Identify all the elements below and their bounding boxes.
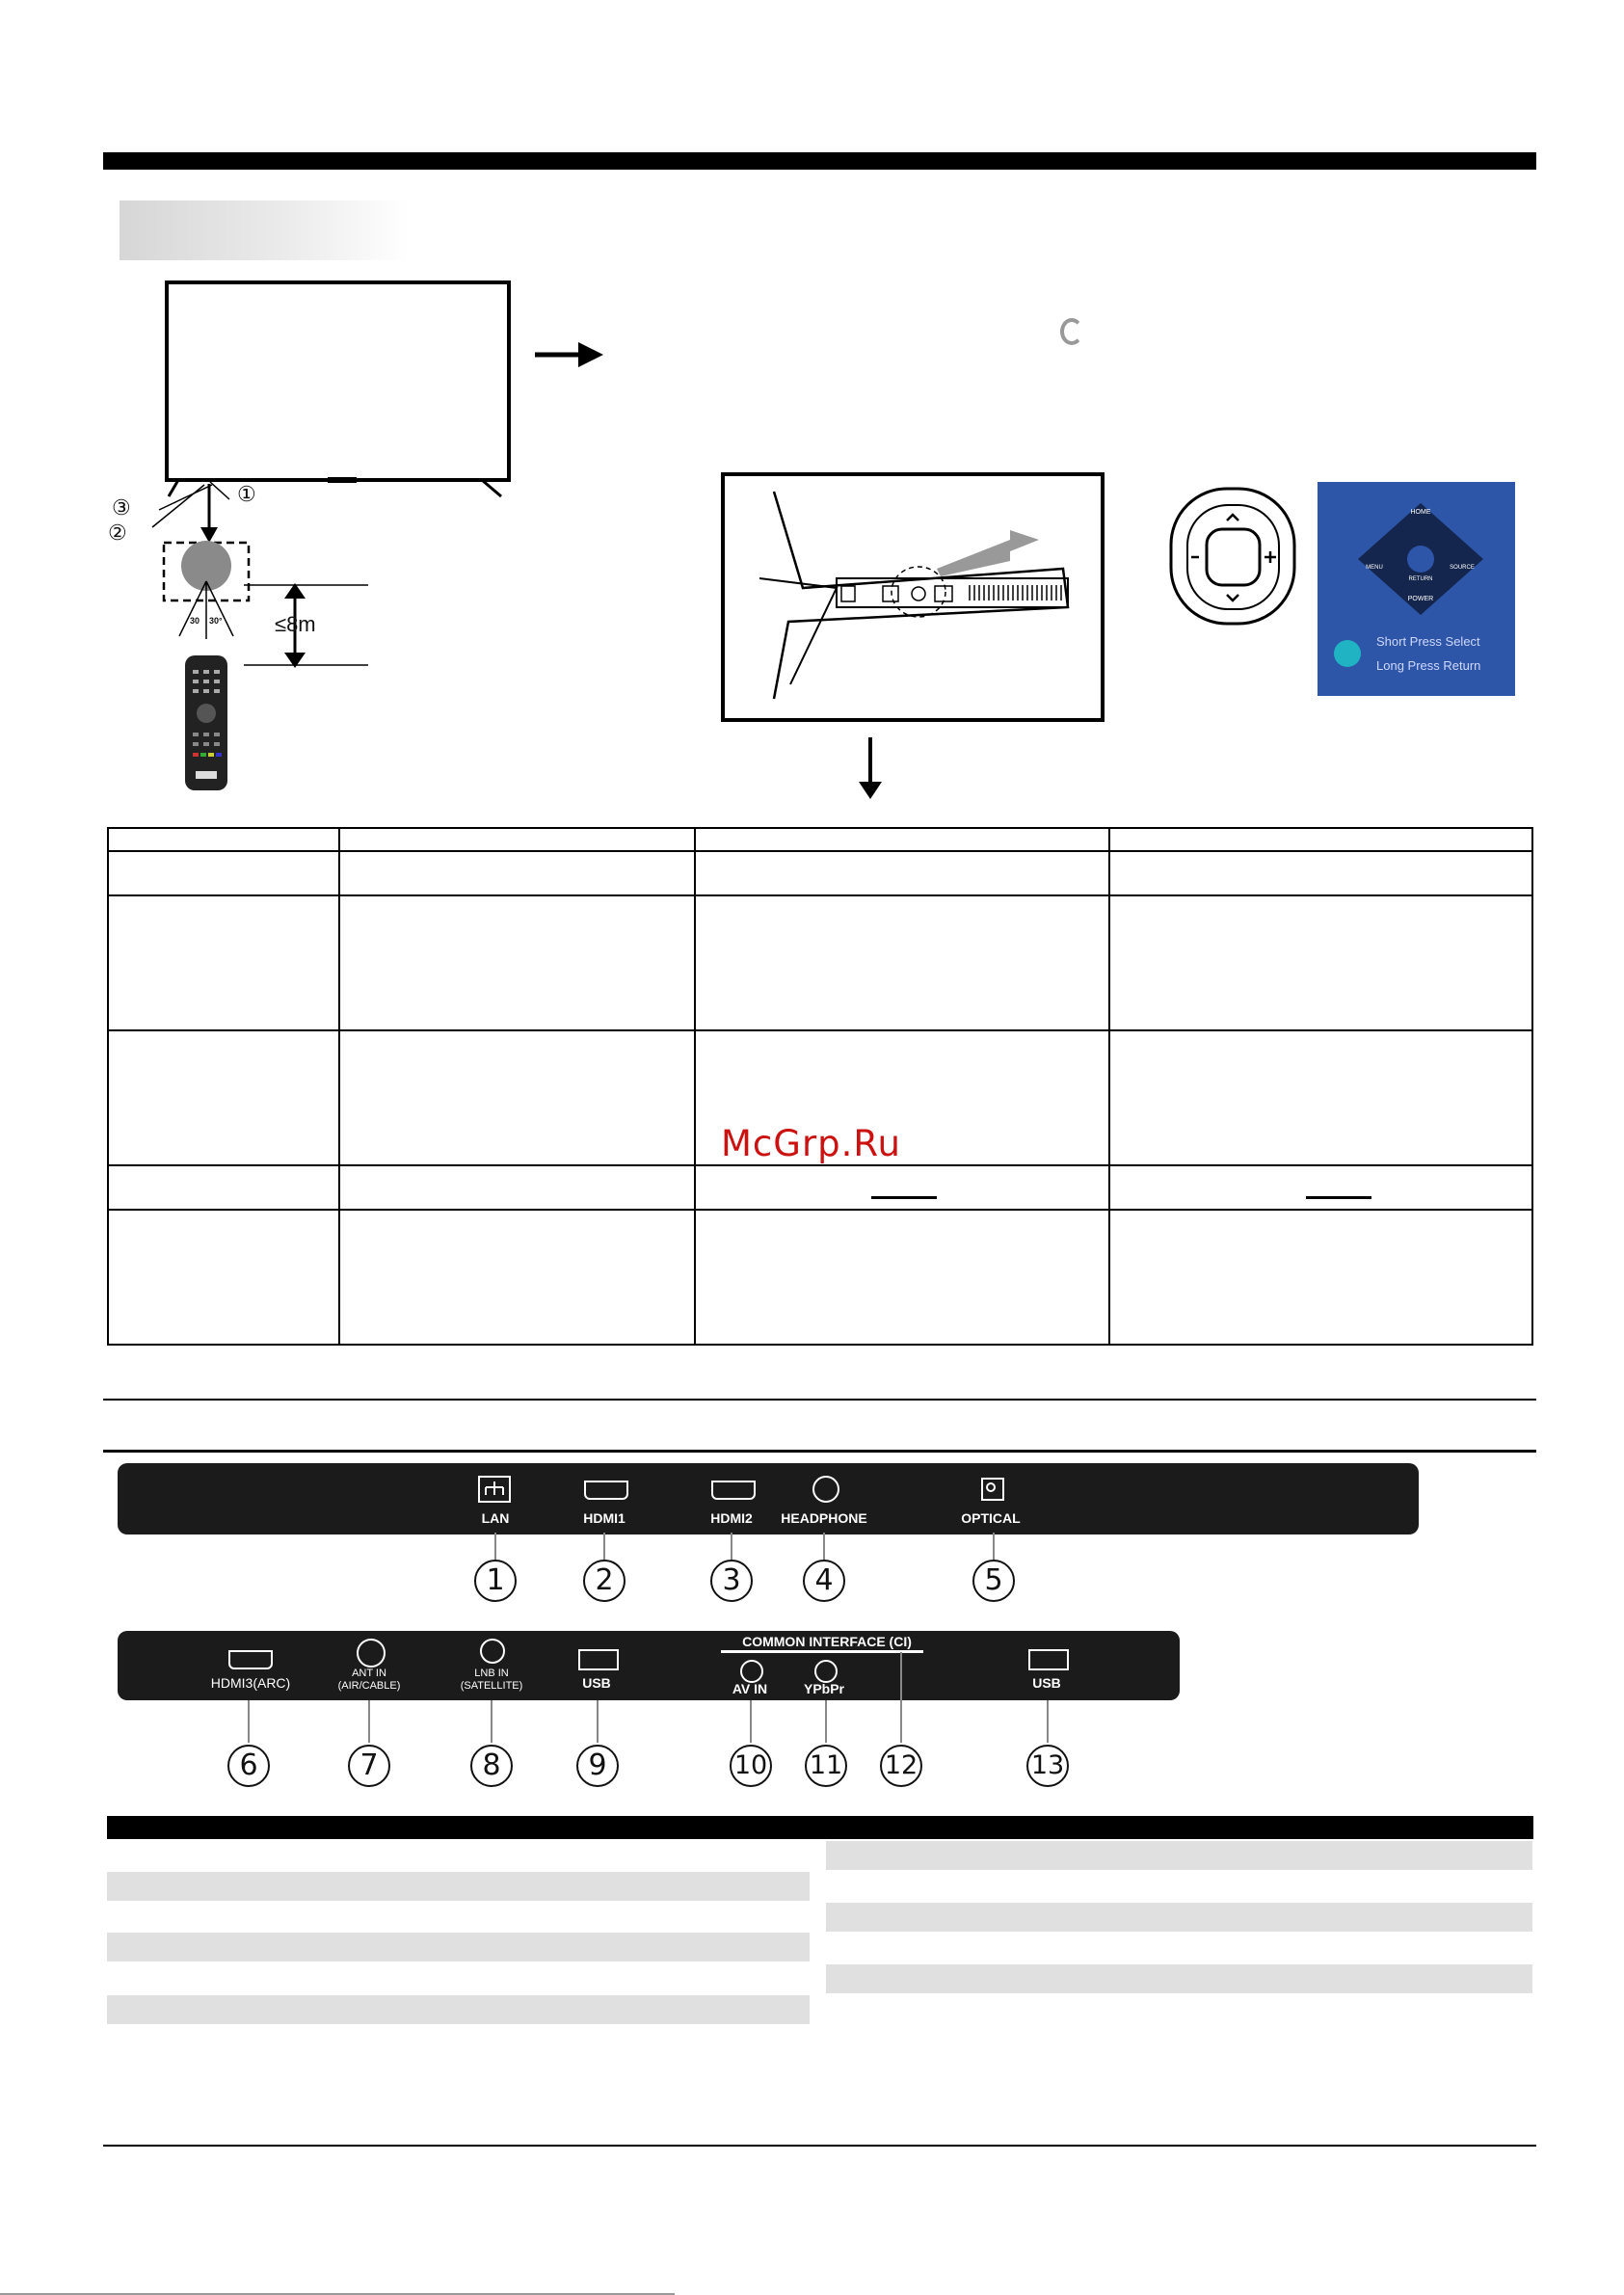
osd-home: HOME [1410,509,1431,516]
ci-label: COMMON INTERFACE (CI) [742,1634,912,1649]
number-5: 5 [972,1560,1015,1602]
osd-power: POWER [1407,596,1434,602]
joystick-closeup [1168,486,1298,630]
osd-hint-long: Long Press Return [1376,658,1481,673]
callout-1: ① [237,482,256,506]
optical-port-icon [981,1478,1004,1501]
number-1: 1 [474,1560,517,1602]
down-arrow [853,737,888,801]
osd-menu: MENU [1366,565,1383,571]
port-label-usb-2: USB [1032,1675,1061,1691]
ant-in-port-icon [357,1639,386,1668]
number-10: 10 [730,1745,772,1787]
number-3: 3 [710,1560,753,1602]
port-label-optical: OPTICAL [961,1510,1021,1526]
hdmi3-port-icon [228,1650,273,1669]
stripe-left-3 [107,1995,810,2024]
stripe-right-1 [826,1841,1532,1870]
underline-2 [1306,1196,1371,1199]
footer-line [103,2145,1536,2147]
lan-port-icon [478,1476,511,1503]
tv-bottom-detail [721,472,1106,723]
underline-1 [871,1196,937,1199]
av-in-jack-icon [740,1660,763,1683]
number-6: 6 [227,1745,270,1787]
osd-hint-short: Short Press Select [1376,634,1480,649]
separator-2 [103,1450,1536,1453]
number-2: 2 [583,1560,626,1602]
tv-front-diagram [96,275,636,800]
number-12: 12 [880,1745,922,1787]
port-sub-ant-in: (AIR/CABLE) [337,1680,401,1692]
callout-3: ③ [112,495,131,520]
number-11: 11 [805,1745,847,1787]
angle-left: 30 [190,616,200,626]
header-bar [103,152,1536,170]
number-7: 7 [348,1745,390,1787]
hdmi2-port-icon [711,1481,756,1500]
section-tab [120,200,409,260]
power-indicator-icon [1060,318,1083,345]
ypbpr-jack-icon [814,1660,838,1683]
port-table-header [107,1816,1533,1839]
port-label-lan: LAN [481,1510,510,1526]
number-13: 13 [1026,1745,1069,1787]
usb-port-icon-2 [1028,1649,1069,1670]
angle-right: 30° [209,616,223,626]
number-4: 4 [803,1560,845,1602]
stripe-right-2 [826,1903,1532,1932]
lnb-in-port-icon [480,1639,505,1664]
ci-slot-line [721,1650,923,1653]
stripe-right-3 [826,1964,1532,1993]
distance-label: ≤8m [275,612,316,636]
port-label-lnb-in: LNB IN [474,1668,509,1679]
joystick-osd-menu [1318,482,1515,696]
number-9: 9 [576,1745,619,1787]
connector-panel-top [118,1463,1419,1534]
callout-2: ② [108,520,127,545]
watermark: McGrp.Ru [721,1123,901,1164]
port-label-hdmi2: HDMI2 [710,1510,753,1526]
port-label-ant-in: ANT IN [352,1668,386,1679]
osd-source: SOURCE [1450,565,1475,571]
port-label-hdmi1: HDMI1 [583,1510,626,1526]
stripe-left-1 [107,1872,810,1901]
usb-port-icon-1 [578,1649,619,1670]
osd-return: RETURN [1408,576,1433,582]
port-label-headphone: HEADPHONE [781,1510,867,1526]
number-8: 8 [470,1745,513,1787]
port-label-av-in: AV IN [732,1681,768,1696]
port-label-ypbpr: YPbPr [803,1681,844,1696]
control-function-table [107,827,1533,1346]
port-label-usb-1: USB [582,1675,611,1691]
stripe-left-2 [107,1933,810,1961]
port-label-hdmi3: HDMI3(ARC) [210,1675,291,1691]
hdmi1-port-icon [584,1481,628,1500]
separator-1 [103,1399,1536,1401]
headphone-jack-icon [812,1476,839,1503]
port-sub-lnb-in: (SATELLITE) [460,1680,523,1692]
